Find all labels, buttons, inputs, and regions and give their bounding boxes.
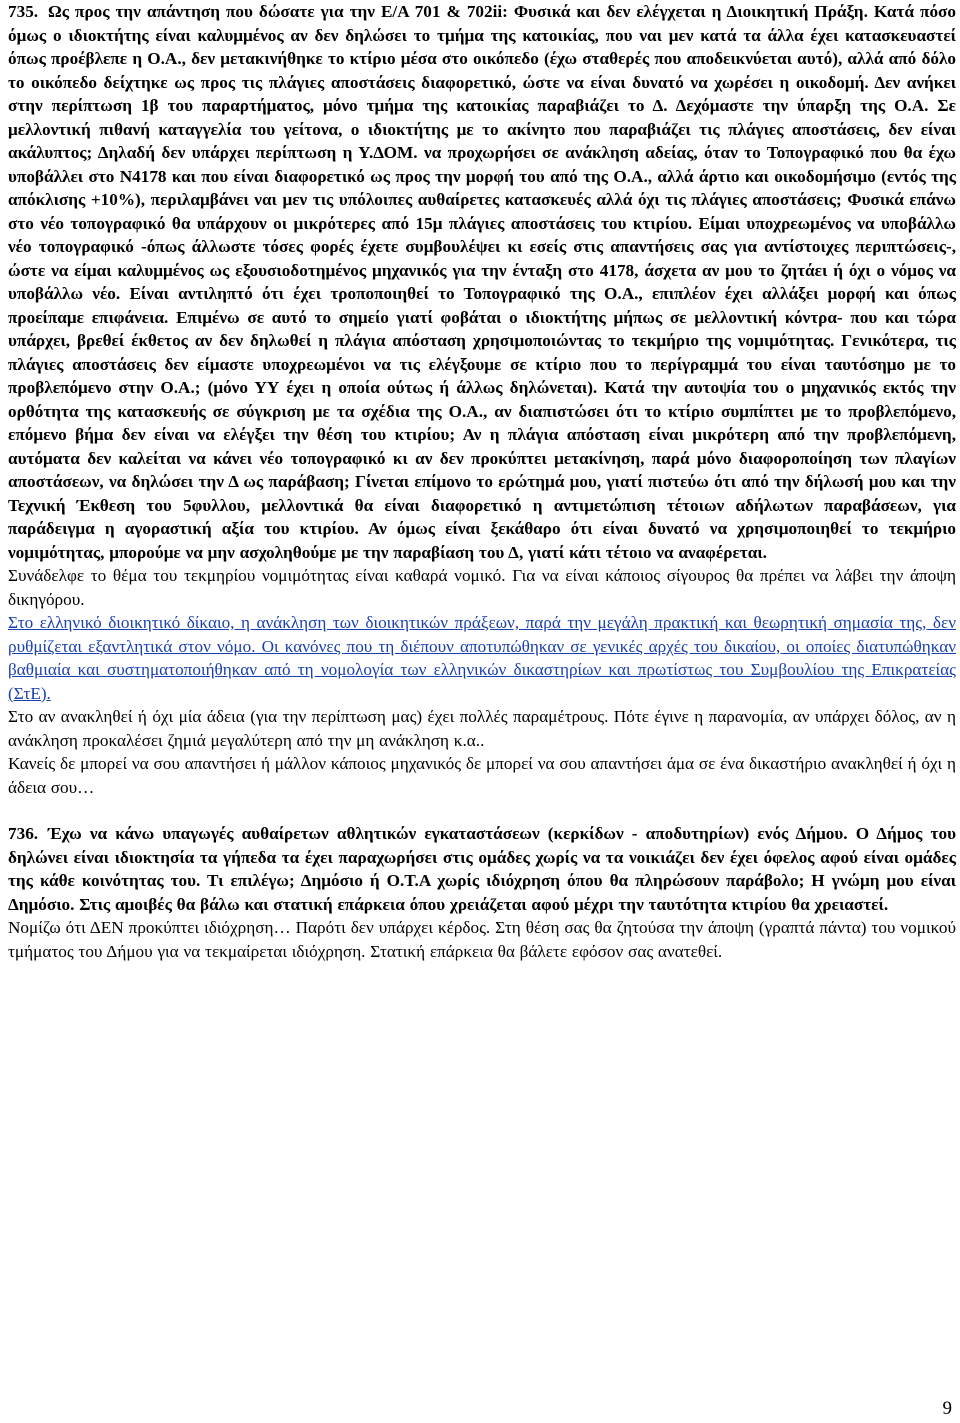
question-736: [8, 822, 956, 916]
legal-reference-link[interactable]: Στο ελληνικό διοικητικό δίκαιο, η ανάκληση των διοικητικών πράξεων, παρά την μεγάλη πρακτική και θεωρητική σημασία της, δεν ρυθμίζεται εξαντλητικά στον νόμο. Οι κανόνες που τη διέπουν αποτυπώθηκαν σε γενικές αρχές του δικαίου, οι οποίες διατυπώθηκαν βαθμιαία και συστηματοποιήθηκαν από τη νομολογία των ελληνικών δικαστηρίων και πρωτίστως του Συμβουλίου της Επικρατείας (ΣτΕ).: [8, 613, 956, 703]
document-body: [8, 0, 956, 963]
question-number: 736.: [8, 824, 39, 843]
answer-paragraph: Νομίζω ότι ΔΕΝ προκύπτει ιδιόχρηση… Παρότι δεν υπάρχει κέρδος. Στη θέση σας θα ζητούσα την άποψη (γραπτά πάντα) του νομικού τμήματος του Δήμου για να τεκμαίρεται ιδιόχρηση. Στατική επάρκεια θα βάλετε εφόσον σας ανατεθεί.: [8, 918, 956, 961]
question-text: Έχω να κάνω υπαγωγές αυθαίρετων αθλητικών εγκαταστάσεων (κερκίδων - αποδυτηρίων) ενός Δήμου. Ο Δήμος του δηλώνει είναι ιδιοκτησία τα γήπεδα τα έχει παραχωρήσει στις ομάδες χωρίς να τα νοικιάζει δεν έχει όφελος αφού είναι ομάδες της κάθε κοινότητας του. Τι επιλέγω; Δημόσιο ή Ο.Τ.Α χωρίς ιδιόχρηση όπου θα πληρώσουν παράβολο; Η γνώμη μου είναι Δημόσιο. Στις αμοιβές θα βάλω και στατική επάρκεια όπου χρειάζεται αφού μέχρι την ταυτότητα κτιρίου θα χρειαστεί.: [8, 824, 956, 914]
answer-paragraph: Συνάδελφε το θέμα του τεκμηρίου νομιμότητας είναι καθαρά νομικό. Για να είναι κάποιος σίγουρος θα πρέπει να λάβει την άποψη δικηγόρου.: [8, 566, 956, 609]
question-text: Ως προς την απάντηση που δώσατε για την Ε/Α 701 & 702ii: Φυσικά και δεν ελέγχεται η Διοικητική Πράξη. Κατά πόσο όμως ο ιδιοκτήτης είναι καλυμμένος αν δεν δηλώσει το τμήμα της κατοικίας, που ναι μεν κατά τα άλλα έχει κατασκευαστεί όπως προέβλεπε η Ο.Α., δεν μετακινήθηκε το κτίριο μέσα στο οικόπεδο (έχω σταθερές που αποδεικνύεται αυτό), αλλά από δόλο το οικόπεδο δείχτηκε ως προς τις πλάγιες αποστάσεις διαφορετικό, ώστε να είναι δυνατό να χωρέσει η οικοδομή. Δεν ανήκει στην περίπτωση 1β του παραρτήματος, μόνο τμήμα της κατοικίας παραβιάζει το Δ. Δεχόμαστε την ύπαρξη της Ο.Α. Σε μελλοντική πιθανή καταγγελία του γείτονα, ο ιδιοκτήτης με το ακίνητο που παραβιάζει τις πλάγιες αποστάσεις, δεν είναι ακάλυπτος; Δηλαδή δεν υπάρχει περίπτωση η Υ.ΔΟΜ. να προχωρήσει σε ανάκληση αδείας, όταν το Τοπογραφικό που θα έχω υποβάλλει στο Ν4178 και που είναι διαφορετικό ως προς την μορφή του από της Ο.Α., αλλά άρτιο και οικοδομήσιμο (εντός της απόκλισης +10%), περιλαμβάνει ναι μεν τις υπόλοιπες αυθαίρετες κατασκευές αλλά όχι τις πλάγιες αποστάσεις; Φυσικά επάνω στο νέο τοπογραφικό θα υπάρχουν οι μικρότερες από 15μ πλάγιες αποστάσεις του κτιρίου. Είμαι υποχρεωμένος να υποβάλλω νέο τοπογραφικό -όπως άλλωστε τόσες φορές έχετε συμβουλέψει κι εσείς στις απαντήσεις σας για αντίστοιχες περιπτώσεις-, ώστε να είμαι καλυμμένος ως εξουσιοδοτημένος μηχανικός για την ένταξη στο 4178, άσχετα αν μου το ζητάει ή όχι ο νόμος να υποβάλλω νέο. Είναι αντιληπτό ότι έχει τροποποιηθεί το Τοπογραφικό της Ο.Α., επιπλέον έχει αλλάξει μορφή και όπως προείπαμε επιφάνεια. Επιμένω σε αυτό το σημείο γιατί φοβάται ο ιδιοκτήτης μήπως σε μελλοντική κόντρα- που και τώρα υπάρχει, βρεθεί έκθετος αν δεν δηλωθεί η πλάγια απόσταση χρησιμοποιώντας το τεκμήριο της νομιμότητας. Γενικότερα, τις πλάγιες αποστάσεις δεν είμαστε υποχρεωμένοι να τις ελέγξουμε σε κτίριο που το περίγραμμά του είναι ταυτόσημο με το προβλεπόμενο στην Ο.Α.; (μόνο ΥΥ έχει η οποία ούτως ή άλλως δηλώνεται). Κατά την αυτοψία του ο μηχανικός εκτός την ορθότητα της κατασκευής σε σύγκριση με τα σχέδια της Ο.Α., αν διαπιστώσει ότι το κτίριο συμπίπτει με το προβλεπόμενο, επόμενο βήμα δεν είναι να ελέγξει την θέση του κτιρίου; Αν η πλάγια απόσταση είναι μικρότερη από την προβλεπόμενη, αυτόματα δεν καλείται να κάνει νέο τοπογραφικό κι αν δεν προκύπτει μετακίνηση, παρά μόνο διαφοροποίηση των πλαγίων αποστάσεων, να δηλώσει την Δ ως παράβαση; Γίνεται επίμονο το ερώτημά μου, γιατί πιστεύω ότι από την δήλωσή μου και την Τεχνική Έκθεση του 5φυλλου, μελλοντικά θα είναι διαφορετικό η αντιμετώπιση τέτοιων αδήλωτων παραβάσεων, για παράδειγμα η αγοραστική αξία του κτιρίου. Αν όμως είναι ξεκάθαρο ότι είναι δυνατό να χρησιμοποιηθεί το τεκμήριο νομιμότητας, μπορούμε να μην ασχοληθούμε με την παραβίαση του Δ, γιατί κάτι τέτοιο να αναφέρεται.: [8, 2, 956, 562]
section-spacer: [8, 799, 956, 822]
page-number: 9: [942, 1398, 952, 1419]
answer-paragraph: Κανείς δε μπορεί να σου απαντήσει ή μάλλον κάποιος μηχανικός δε μπορεί να σου απαντήσει άμα σε ένα δικαστήριο ανακληθεί ή όχι η άδεια σου…: [8, 754, 956, 797]
answer-paragraph: Στο αν ανακληθεί ή όχι μία άδεια (για την περίπτωση μας) έχει πολλές παραμέτρους. Πότε έγινε η παρανομία, αν υπάρχει δόλος, αν η ανάκληση προκαλέσει ζημιά μεγαλύτερη από την μη ανάκληση κ.α..: [8, 707, 956, 750]
question-number: 735.: [8, 2, 39, 21]
question-735: [8, 0, 956, 564]
